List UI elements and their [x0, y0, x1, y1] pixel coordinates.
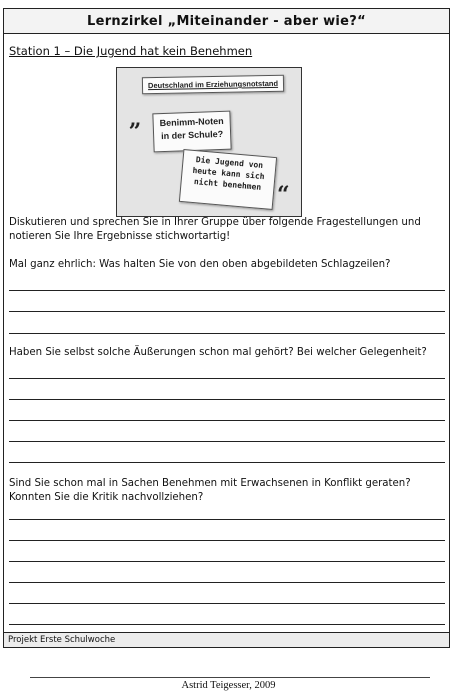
answer-line[interactable] [9, 603, 445, 604]
worksheet [3, 8, 450, 648]
headlines-image [116, 67, 302, 217]
question-2: Haben Sie selbst solche Äußerungen schon mal gehört? Bei welcher Gelegenheit? [9, 347, 427, 358]
clipping-headline-2 [152, 111, 231, 153]
clipping-2-line-1: Benimm-Noten [159, 115, 224, 129]
answer-line[interactable] [9, 519, 445, 520]
clipping-3-line-3: nicht benehmen [193, 177, 262, 192]
clipping-3-line-1: Die Jugend von [195, 155, 264, 170]
answer-line[interactable] [9, 624, 445, 625]
answer-line[interactable] [9, 561, 445, 562]
question-1: Mal ganz ehrlich: Was halten Sie von den oben abgebildeten Schlagzeilen? [9, 259, 391, 270]
answer-line[interactable] [9, 441, 445, 442]
answer-line[interactable] [9, 582, 445, 583]
answer-line[interactable] [9, 462, 445, 463]
answer-line[interactable] [9, 290, 445, 291]
answer-line[interactable] [9, 399, 445, 400]
answer-line[interactable] [9, 311, 445, 312]
worksheet-title: Lernzirkel „Miteinander - aber wie?“ [4, 9, 449, 34]
clipping-3-line-2: heute kann sich [192, 165, 265, 182]
question-3: Sind Sie schon mal in Sachen Benehmen mit Erwachsenen in Konflikt geraten? Konnten Sie die Kritik nachvollziehen? [9, 478, 411, 503]
signature-line [30, 677, 430, 678]
clipping-headline-1: Deutschland im Erziehungsnotstand [142, 75, 284, 94]
answer-line[interactable] [9, 378, 445, 379]
clipping-2-line-2: in der Schule? [160, 128, 224, 142]
answer-line[interactable] [9, 540, 445, 541]
station-heading: Station 1 – Die Jugend hat kein Benehmen [9, 44, 253, 58]
quote-close-mark: “ [277, 182, 290, 208]
footer-project: Projekt Erste Schulwoche [4, 632, 449, 647]
answer-line[interactable] [9, 333, 445, 334]
quote-open-mark: „ [129, 106, 142, 132]
answer-line[interactable] [9, 420, 445, 421]
instruction-text: Diskutieren und sprechen Sie in Ihrer Gruppe über folgende Fragestellungen und notieren Sie Ihre Ergebnisse stichwortartig! [9, 217, 421, 242]
clipping-headline-3 [179, 149, 277, 210]
author-signature: Astrid Teigesser, 2009 [181, 680, 276, 691]
